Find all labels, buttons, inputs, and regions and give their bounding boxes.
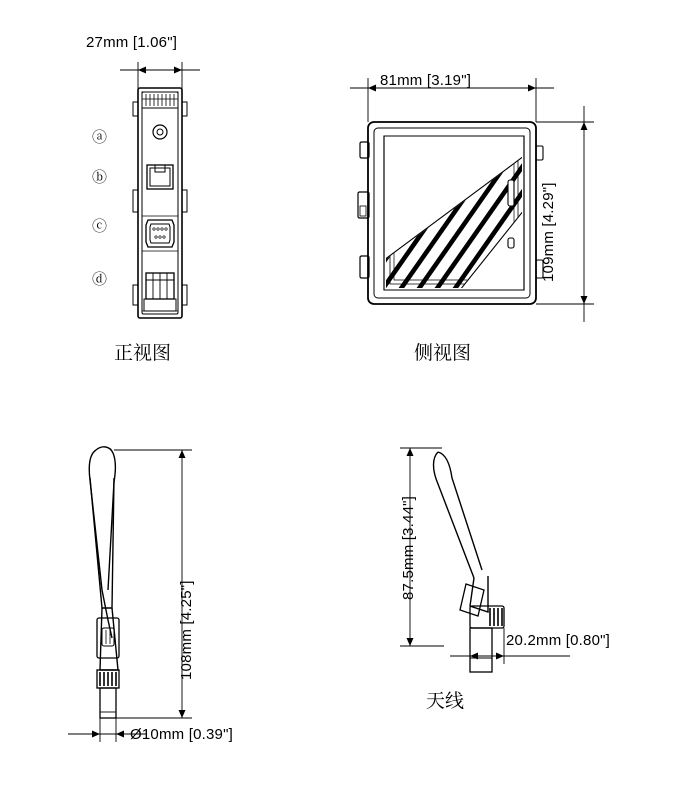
side-view-group — [340, 60, 660, 360]
dimension-antenna-bent-height: 87.5mm [3.44"] — [400, 495, 417, 600]
callout-c: ⓒ — [92, 218, 108, 235]
front-view-group — [60, 30, 320, 360]
caption-side-view: 侧视图 — [414, 343, 472, 364]
caption-front-view: 正视图 — [114, 343, 172, 364]
dimension-antenna-bent-width: 20.2mm [0.80"] — [506, 632, 611, 649]
side-view-drawing — [340, 60, 660, 360]
dimension-front-width: 27mm [1.06"] — [86, 34, 178, 51]
caption-antenna: 天线 — [426, 691, 465, 712]
callout-a: ⓐ — [92, 129, 108, 146]
front-view-drawing — [60, 30, 320, 360]
callout-b: ⓑ — [92, 169, 108, 186]
dimension-side-height: 109mm [4.29"] — [540, 182, 557, 282]
dimension-side-width: 81mm [3.19"] — [380, 72, 472, 89]
dimension-antenna-length: 108mm [4.25"] — [178, 580, 195, 680]
callout-d: ⓓ — [92, 271, 108, 288]
dimension-antenna-diameter: Ø10mm [0.39"] — [130, 726, 233, 743]
